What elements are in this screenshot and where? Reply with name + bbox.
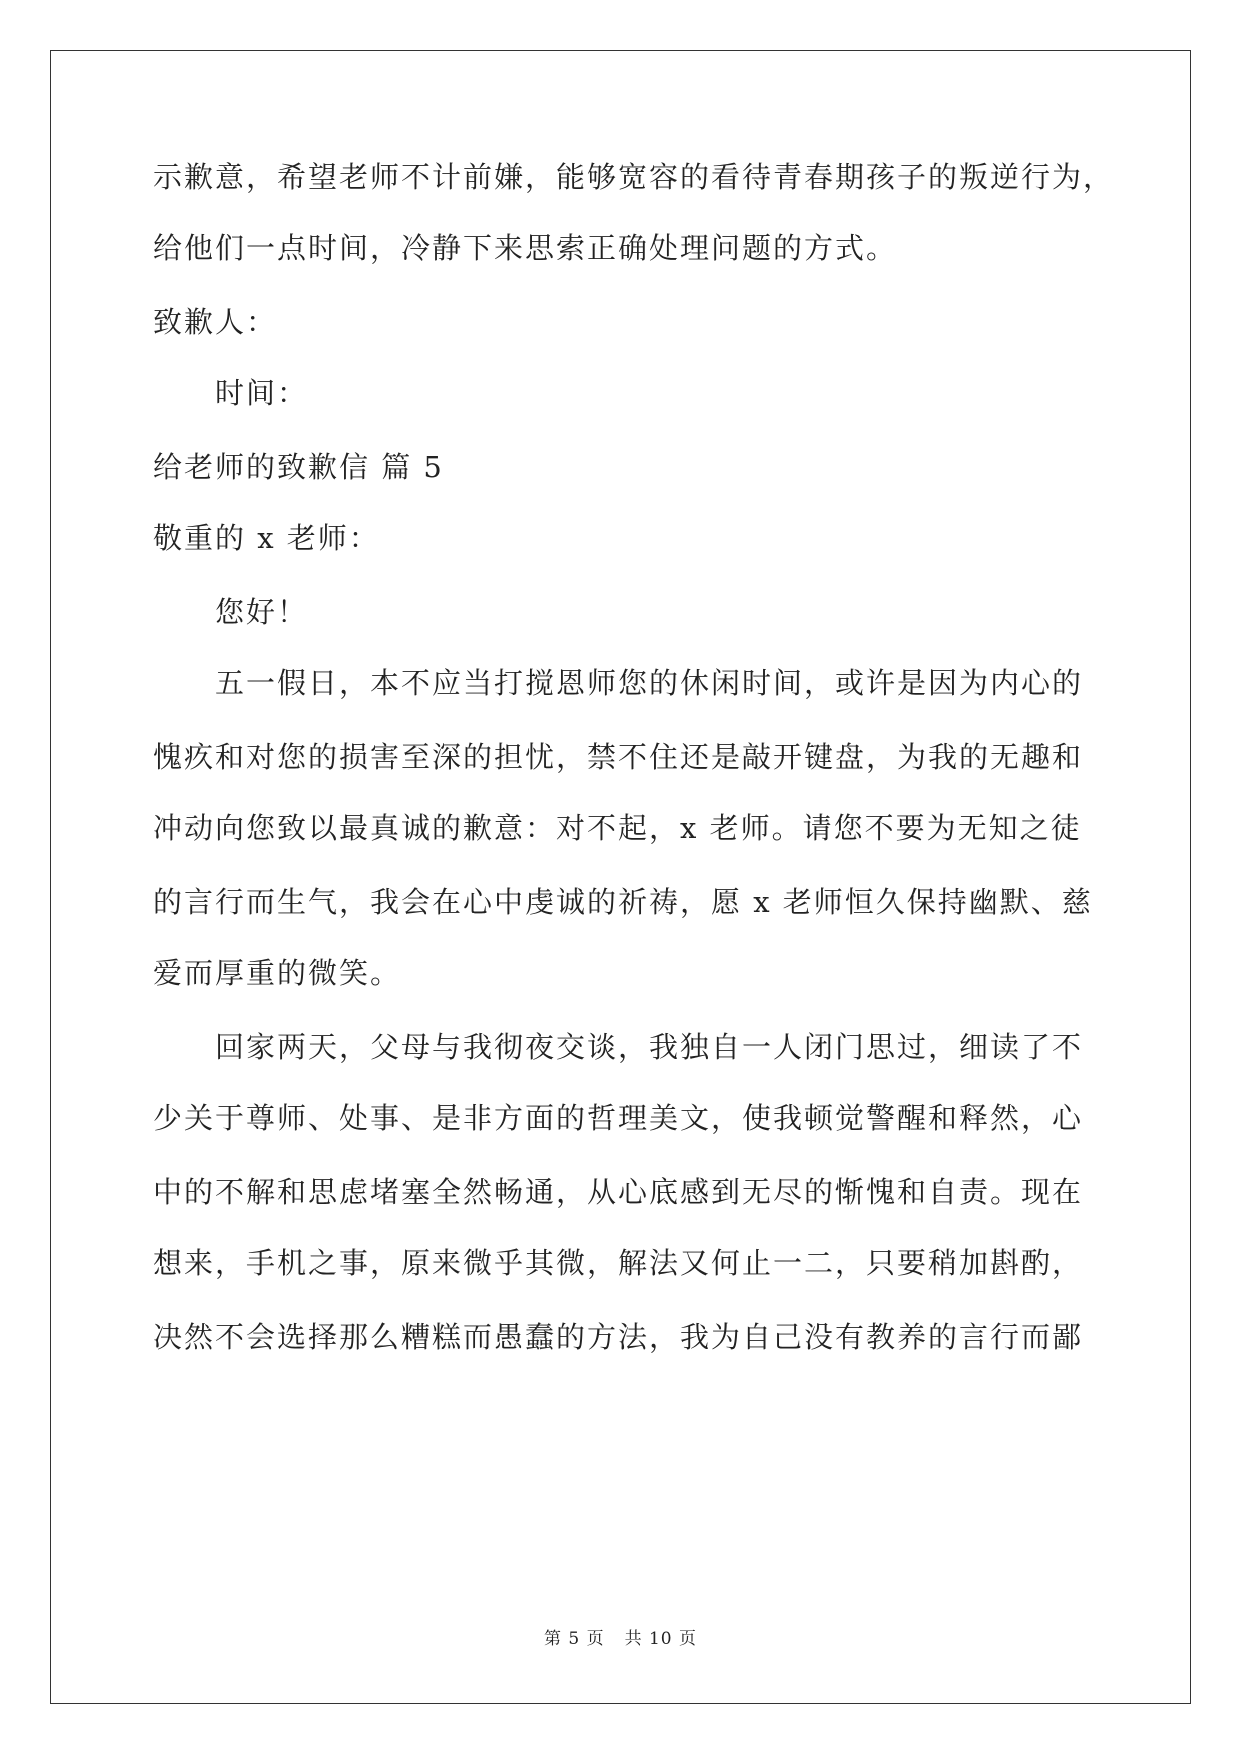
text-line: 给他们一点时间，冷静下来思索正确处理问题的方式。 [153,231,898,265]
text-line: 冲动向您致以最真诚的歉意：对不起，x 老师。请您不要为无知之徒 [153,811,1082,845]
page-footer [0,1627,1241,1651]
text-line: 愧疚和对您的损害至深的担忧，禁不住还是敲开键盘，为我的无趣和 [153,740,1084,774]
section-heading: 给老师的致歉信 篇 5 [153,450,444,484]
paragraph-start: 五一假日，本不应当打搅恩师您的休闲时间，或许是因为内心的 [215,666,1084,700]
date-label: 时间： [215,376,309,410]
text-line: 中的不解和思虑堵塞全然畅通，从心底感到无尽的惭愧和自责。现在 [153,1175,1084,1209]
salutation: 敬重的 x 老师： [153,521,380,555]
page-count: 共 10 页 [624,1629,698,1649]
paragraph-start: 回家两天，父母与我彻夜交谈，我独自一人闭门思过，细读了不 [215,1030,1084,1064]
signature-label: 致歉人： [153,305,278,339]
page-border [50,50,1191,1704]
text-line: 示歉意，希望老师不计前嫌，能够宽容的看待青春期孩子的叛逆行为， [153,160,1115,194]
page-number: 第 5 页 [543,1629,605,1649]
text-line: 决然不会选择那么糟糕而愚蠢的方法，我为自己没有教养的言行而鄙 [153,1320,1084,1354]
greeting: 您好！ [215,595,309,629]
text-line: 想来，手机之事，原来微乎其微，解法又何止一二，只要稍加斟酌， [153,1246,1084,1280]
text-line: 少关于尊师、处事、是非方面的哲理美文，使我顿觉警醒和释然，心 [153,1101,1084,1135]
text-line: 的言行而生气，我会在心中虔诚的祈祷，愿 x 老师恒久保持幽默、慈 [153,885,1093,919]
text-line: 爱而厚重的微笑。 [153,956,402,990]
